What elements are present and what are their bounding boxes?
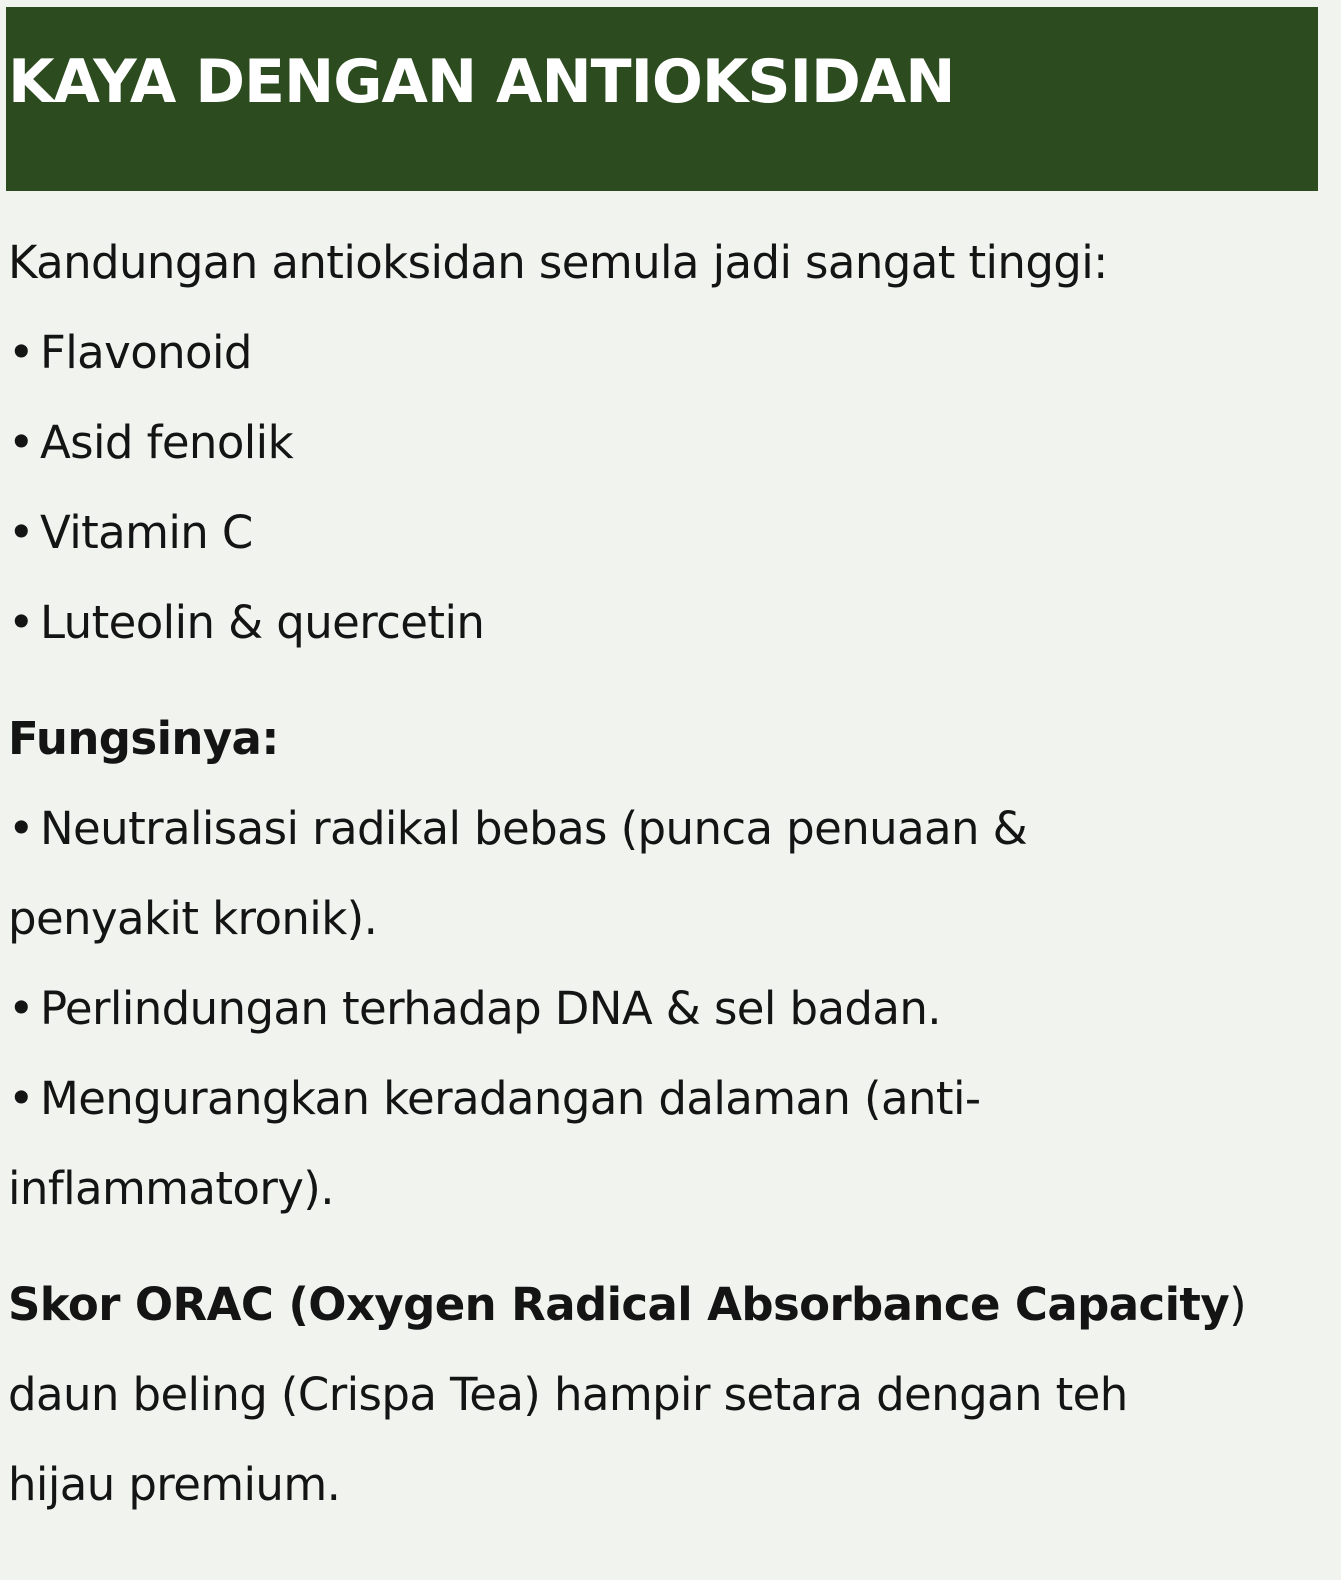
list-item-label: Vitamin C xyxy=(40,506,253,559)
list-item-label: Luteolin & quercetin xyxy=(40,596,485,649)
orac-line: hijau premium. xyxy=(8,1458,341,1511)
orac-line: daun beling (Crispa Tea) hampir setara dengan teh xyxy=(8,1368,1128,1421)
list-item-label: Perlindungan terhadap DNA & sel badan. xyxy=(40,982,941,1035)
antioxidant-list xyxy=(8,308,1318,668)
list-item xyxy=(8,1054,1318,1144)
list-item-label: Neutralisasi radikal bebas (punca penuaan & xyxy=(40,802,1028,855)
list-item-continuation: inflammatory). xyxy=(8,1162,334,1215)
bullet-icon: • xyxy=(8,326,34,379)
list-item-continuation: penyakit kronik). xyxy=(8,892,378,945)
orac-title: Skor ORAC (Oxygen Radical Absorbance Capacity xyxy=(8,1278,1230,1331)
bullet-icon: • xyxy=(8,1072,34,1125)
bullet-icon: • xyxy=(8,982,34,1035)
list-item xyxy=(8,784,1318,874)
bullet-icon: • xyxy=(8,506,34,559)
bullet-icon: • xyxy=(8,416,34,469)
bullet-icon: • xyxy=(8,596,34,649)
list-item-label: Mengurangkan keradangan dalaman (anti- xyxy=(40,1072,981,1125)
orac-line xyxy=(8,1260,1318,1350)
orac-paragraph xyxy=(8,1260,1318,1530)
orac-title-close: ) xyxy=(1229,1278,1247,1331)
list-item xyxy=(8,578,1318,668)
list-item xyxy=(8,398,1318,488)
functions-heading: Fungsinya: xyxy=(8,712,279,765)
list-item-label: Flavonoid xyxy=(40,326,252,379)
functions-list xyxy=(8,784,1318,1234)
list-item xyxy=(8,964,1318,1054)
bullet-icon: • xyxy=(8,802,34,855)
list-item-label: Asid fenolik xyxy=(40,416,294,469)
content-body xyxy=(8,218,1318,1530)
list-item xyxy=(8,488,1318,578)
intro-text: Kandungan antioksidan semula jadi sangat tinggi: xyxy=(8,236,1108,289)
page-title: KAYA DENGAN ANTIOKSIDAN xyxy=(8,47,955,117)
list-item xyxy=(8,308,1318,398)
